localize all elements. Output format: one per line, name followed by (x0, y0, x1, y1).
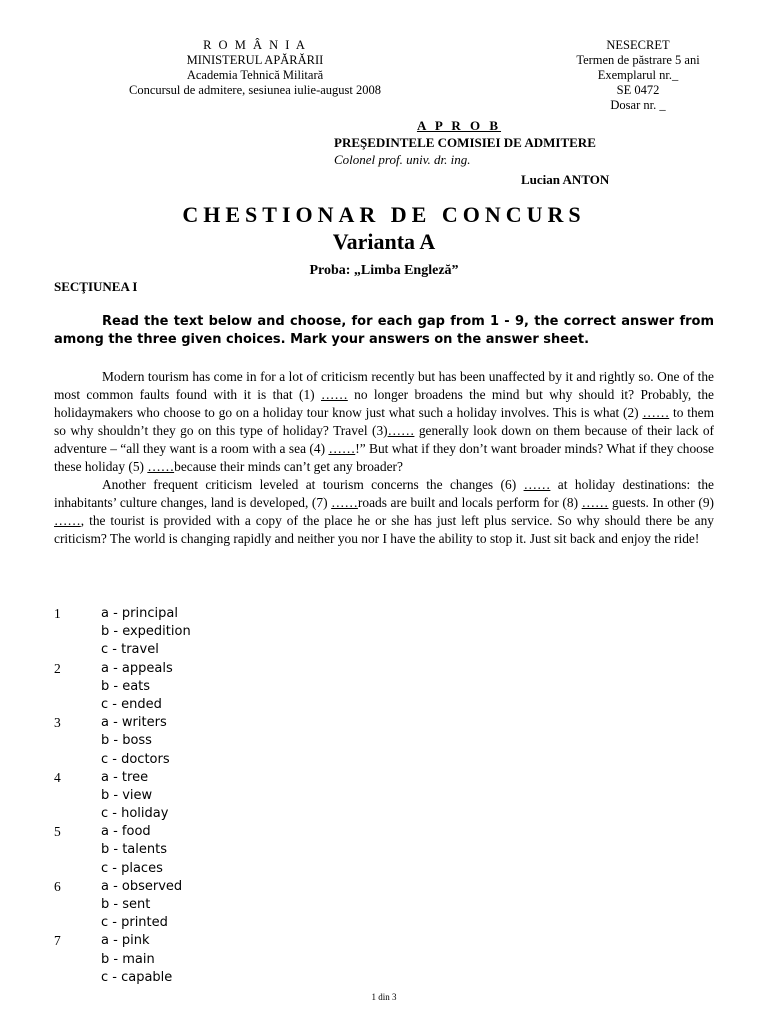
document-subject: Proba: „Limba Engleză” (309, 263, 459, 278)
document-variant: Varianta A (332, 229, 436, 254)
approval-block (334, 117, 694, 188)
approval-rank: Colonel prof. univ. dr. ing. (334, 152, 471, 167)
option-row (54, 841, 354, 859)
page-number: 1 din 3 (371, 992, 397, 1002)
answer-choice: a - observed (101, 878, 183, 894)
question-number: 2 (54, 660, 61, 676)
option-row (54, 823, 354, 841)
answer-choice: b - boss (101, 733, 152, 749)
passage-paragraph-2 (54, 476, 714, 548)
option-row (54, 787, 354, 805)
passage-text: !” But what if they don’t want broader minds? What if they choose these holiday (5) (54, 441, 714, 474)
answer-choice: a - tree (101, 769, 149, 785)
header-file-number: Dosar nr. _ (610, 98, 666, 112)
passage-text: , the tourist is provided with a copy of the place he or she has just left plus service. So why should there be any criticism? The world is changing rapidly and neither you nor I have the ability to stop it. Just sit back and enjoy the ride! (54, 513, 714, 546)
gap-5: …… (147, 459, 175, 474)
passage-text: Another frequent criticism leveled at tourism concerns the changes (6) (102, 477, 524, 492)
option-row (54, 623, 354, 641)
answer-choice: a - writers (101, 715, 167, 731)
gap-7: …… (331, 495, 358, 510)
option-row (54, 878, 354, 896)
question-number: 3 (54, 715, 61, 731)
passage-text: generally look down on them because of their lack of adventure – “all they want is a room with a sea (4) (54, 423, 714, 456)
gap-3: …… (387, 423, 415, 438)
answer-options (54, 605, 354, 987)
header-institution (100, 38, 410, 98)
header-retention: Termen de păstrare 5 ani (576, 53, 700, 67)
question-number: 5 (54, 824, 61, 840)
option-row (54, 805, 354, 823)
approval-name: Lucian ANTON (521, 172, 610, 187)
option-row (54, 769, 354, 787)
option-row (54, 860, 354, 878)
answer-choice: a - principal (101, 606, 178, 621)
option-row (54, 914, 354, 932)
answer-choice: a - pink (101, 933, 150, 949)
header-ministry: MINISTERUL APĂRĂRII (186, 53, 324, 67)
instructions: Read the text below and choose, for each gap from 1 - 9, the correct answer from among the three given choices. Mark your answers on the answer sheet. (54, 314, 714, 347)
passage-text: roads are built and locals perform for (8) (357, 495, 582, 510)
answer-choice: c - places (101, 860, 163, 876)
passage-text: because their minds can’t get any broader? (174, 459, 403, 474)
gap-2: …… (642, 405, 670, 420)
answer-choice: b - expedition (101, 624, 191, 640)
answer-choice: c - ended (101, 696, 162, 712)
answer-choice: a - food (101, 824, 151, 840)
option-row (54, 969, 354, 987)
reading-passage (54, 368, 714, 548)
option-row (54, 932, 354, 950)
passage-text: no longer broadens the mind but why should it? Probably, the holidaymakers who choose to go on a holiday tour know just what such a holiday involves. This is what (2) (54, 387, 714, 420)
answer-choice: c - travel (101, 642, 159, 658)
gap-1: …… (321, 387, 348, 402)
answer-choice: c - printed (101, 915, 168, 931)
option-row (54, 732, 354, 750)
answer-choice: b - talents (101, 842, 167, 858)
question-number: 6 (54, 878, 61, 894)
passage-text: guests. In other (9) (608, 495, 714, 510)
question-number: 7 (54, 933, 61, 949)
approval-title: PREŞEDINTELE COMISIEI DE ADMITERE (334, 135, 596, 150)
header-copy-number: Exemplarul nr._ (597, 68, 679, 82)
answer-choice: b - sent (101, 897, 151, 912)
header-classification-block (558, 38, 718, 113)
gap-8: …… (581, 495, 609, 510)
answer-choice: b - eats (101, 678, 151, 694)
passage-paragraph-1 (54, 368, 714, 476)
answer-choice: c - capable (101, 969, 173, 985)
option-row (54, 660, 354, 678)
option-row (54, 641, 354, 659)
header-contest: Concursul de admitere, sesiunea iulie-august 2008 (128, 83, 382, 97)
approval-label: A P R O B (416, 118, 502, 133)
passage-text: to them so why shouldn’t they go on this type of holiday? Travel (3) (54, 405, 714, 438)
answer-choice: c - doctors (101, 751, 170, 767)
option-row (54, 951, 354, 969)
header-classification: NESECRET (606, 38, 670, 52)
answer-choice: b - view (101, 787, 153, 803)
option-row (54, 696, 354, 714)
gap-6: …… (523, 477, 551, 492)
option-row (54, 714, 354, 732)
option-row (54, 605, 354, 623)
question-number: 4 (54, 769, 61, 785)
header-academy: Academia Tehnică Militară (186, 68, 324, 82)
answer-choice: b - main (101, 951, 155, 967)
document-title: CHESTIONAR DE CONCURS (182, 202, 586, 227)
option-row (54, 896, 354, 914)
question-number: 1 (54, 606, 61, 621)
gap-4: …… (328, 441, 356, 456)
option-row (54, 751, 354, 769)
section-heading: SECŢIUNEA I (54, 279, 138, 294)
gap-9: …… (54, 513, 81, 528)
answer-choice: c - holiday (101, 806, 169, 822)
answer-choice: a - appeals (101, 660, 173, 676)
passage-text: Modern tourism has come in for a lot of criticism recently but has been unaffected by it and rightly so. One of the most common faults found with it is that (1) (54, 369, 714, 402)
passage-text: at holiday destinations: the inhabitants’ culture changes, land is developed, (7) (54, 477, 714, 510)
option-row (54, 678, 354, 696)
header-country: R O M Â N I A (203, 38, 307, 52)
header-code: SE 0472 (616, 83, 660, 97)
